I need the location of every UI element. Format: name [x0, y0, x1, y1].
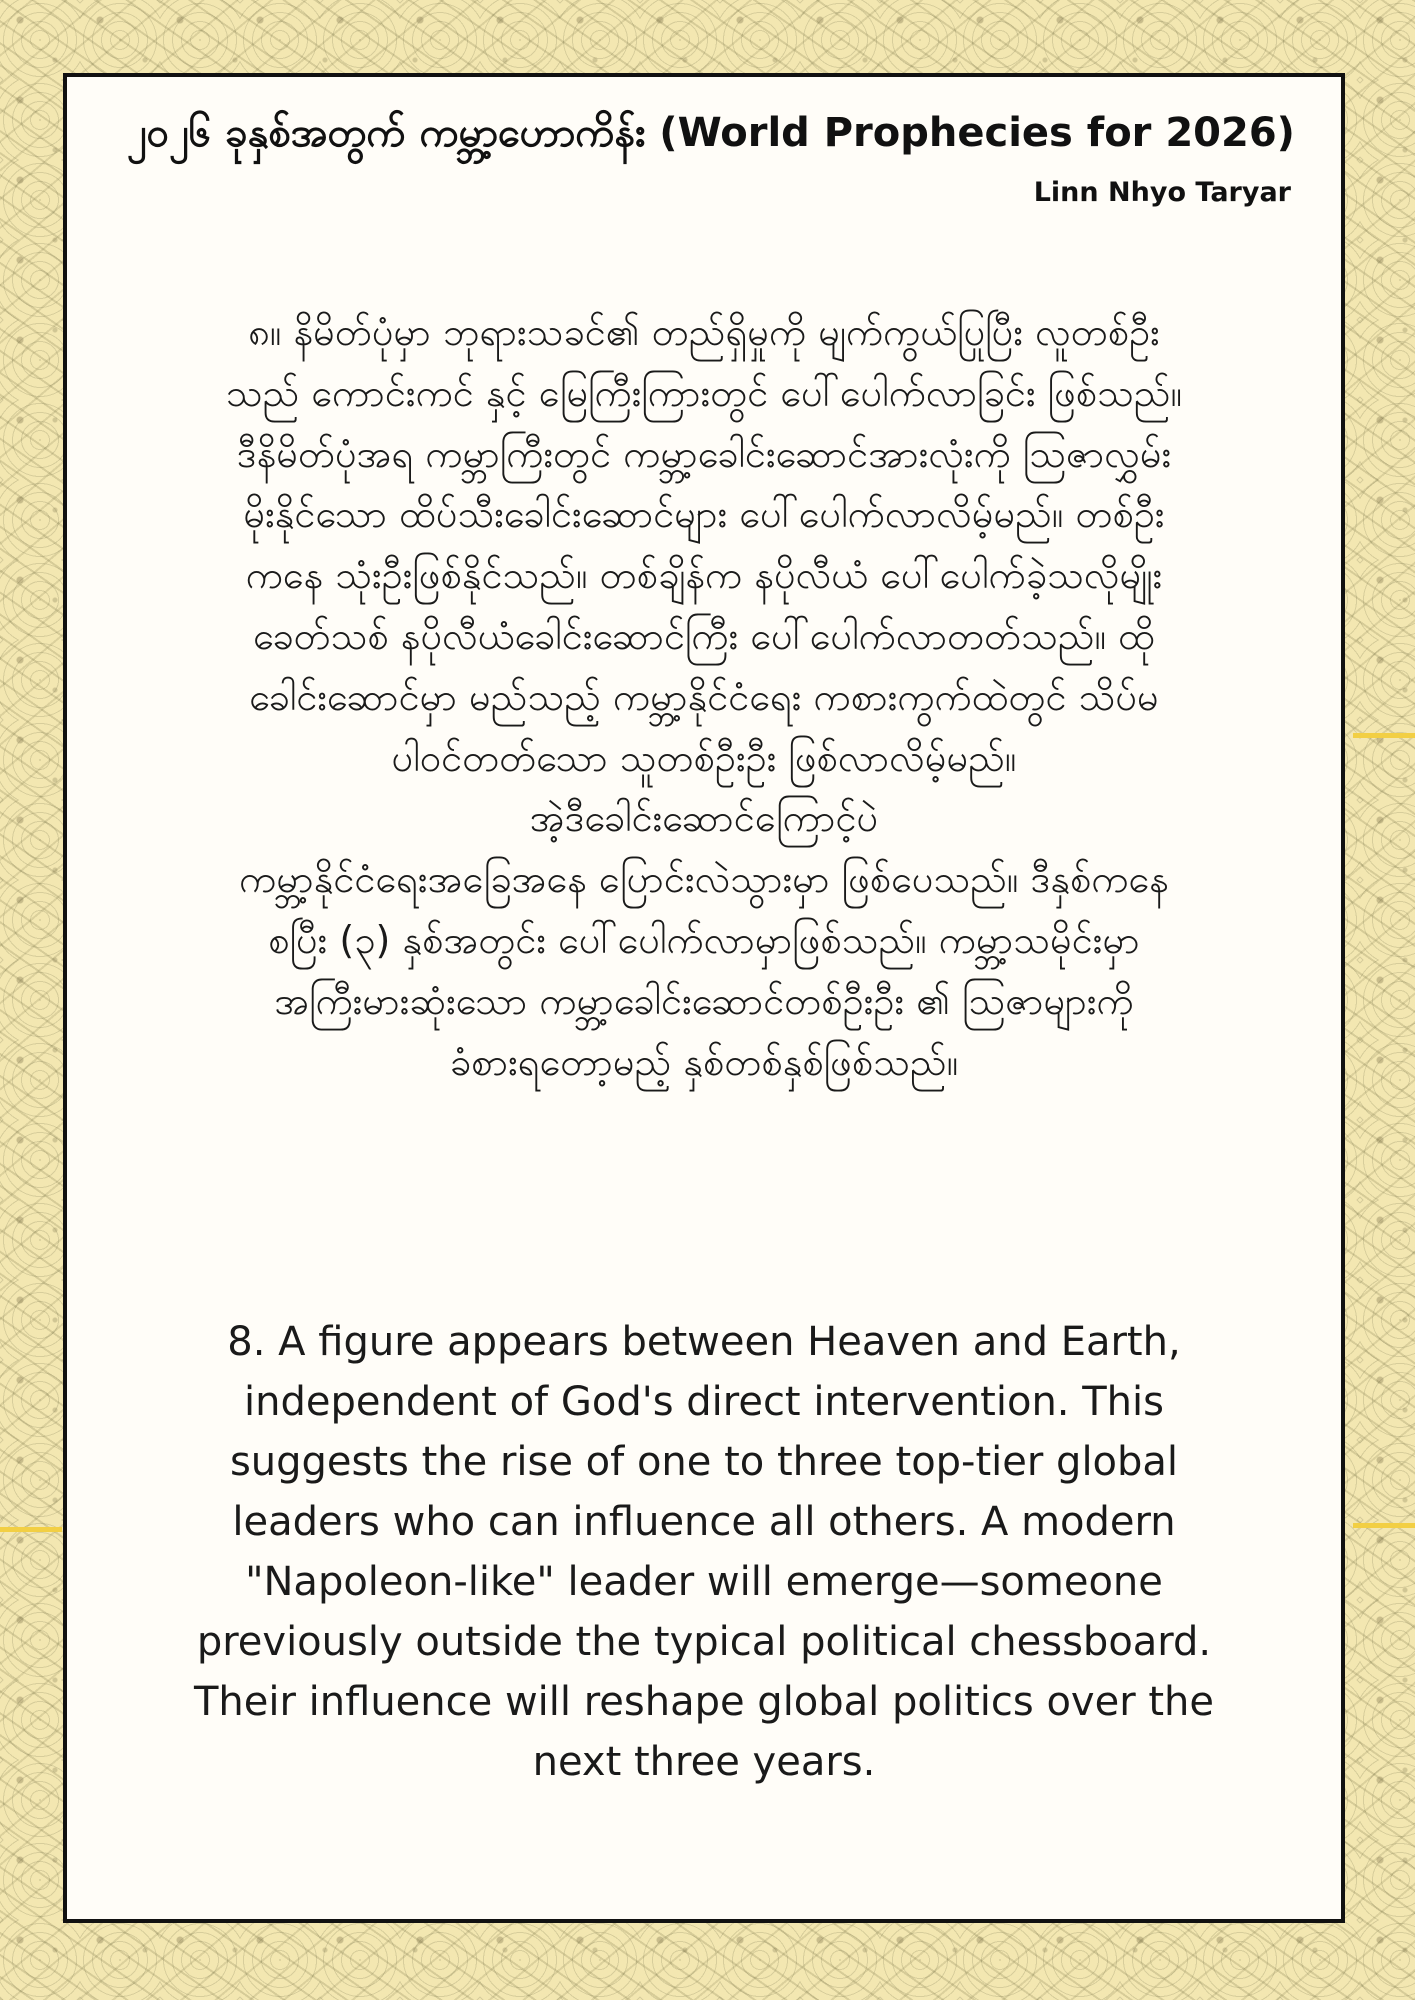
myanmar-line: ဒီနိမိတ်ပုံအရ ကမ္ဘာကြီးတွင် ကမ္ဘာ့ခေါင်းဆောင်အားလုံးကို ဩဇာလွှမ်း	[236, 431, 1172, 476]
myanmar-line: ခံစားရတော့မည့် နှစ်တစ်နှစ်ဖြစ်သည်။	[449, 1039, 959, 1084]
english-line: leaders who can influence all others. A modern	[232, 1499, 1176, 1545]
myanmar-line: ပါဝင်တတ်သော သူတစ်ဦးဦး ဖြစ်လာလိမ့်မည်။	[391, 735, 1017, 780]
myanmar-line: အဲ့ဒီခေါင်းဆောင်ကြောင့်ပဲ	[529, 796, 879, 841]
english-paragraph	[117, 1312, 1291, 1792]
myanmar-line: ကမ္ဘာ့နိုင်ငံရေးအခြေအနေ ပြောင်းလဲသွားမှာ ဖြစ်ပေသည်။ ဒီနှစ်ကနေ	[239, 857, 1169, 902]
myanmar-line: မိုးနိုင်သော ထိပ်သီးခေါင်းဆောင်များ ပေါ်ပေါက်လာလိမ့်မည်။ တစ်ဦး	[243, 492, 1165, 537]
myanmar-paragraph	[95, 302, 1313, 1092]
myanmar-line: ခေါင်းဆောင်မှာ မည်သည့် ကမ္ဘာ့နိုင်ငံရေး ကစားကွက်ထဲတွင် သိပ်မ	[249, 674, 1159, 719]
english-line: "Napoleon-like" leader will emerge—someone	[245, 1559, 1163, 1605]
english-line: Their influence will reshape global politics over the	[193, 1679, 1215, 1725]
myanmar-line: အကြီးမားဆုံးသော ကမ္ဘာ့ခေါင်းဆောင်တစ်ဦးဦး ၏ ဩဇာများကို	[274, 978, 1134, 1023]
english-line: previously outside the typical political chessboard.	[196, 1619, 1212, 1665]
english-line: suggests the rise of one to three top-tier global	[229, 1439, 1179, 1485]
author-name: Linn Nhyo Taryar	[1033, 177, 1291, 208]
decorative-accent-line	[0, 1527, 62, 1532]
document-page	[63, 73, 1345, 1923]
english-line: independent of God's direct intervention. This	[244, 1379, 1164, 1425]
myanmar-line: ခေတ်သစ် နပိုလီယံခေါင်းဆောင်ကြီး ပေါ်ပေါက်လာတတ်သည်။ ထို	[253, 613, 1155, 658]
english-line: 8. A figure appears between Heaven and Earth,	[227, 1319, 1181, 1365]
page-title: ၂၀၂၆ ခုနှစ်အတွက် ကမ္ဘာ့ဟောကိန်း (World Prophecies for 2026)	[127, 110, 1295, 156]
myanmar-line: စပြီး (၃) နှစ်အတွင်း ပေါ်ပေါက်လာမှာဖြစ်သည်။ ကမ္ဘာ့သမိုင်းမှာ	[268, 917, 1140, 962]
myanmar-line: ကနေ သုံးဦးဖြစ်နိုင်သည်။ တစ်ချိန်က နပိုလီယံ ပေါ်ပေါက်ခဲ့သလိုမျိုး	[245, 553, 1163, 598]
english-line: next three years.	[532, 1739, 876, 1785]
myanmar-line: ၈။ နိမိတ်ပုံမှာ ဘုရားသခင်၏ တည်ရှိမှုကို မျက်ကွယ်ပြုပြီး လူတစ်ဦး	[248, 310, 1160, 354]
decorative-accent-line	[1353, 733, 1415, 738]
decorative-accent-line	[1353, 1523, 1415, 1528]
myanmar-line: သည် ကောင်းကင် နှင့် မြေကြီးကြားတွင် ပေါ်ပေါက်လာခြင်း ဖြစ်သည်။	[225, 370, 1183, 415]
